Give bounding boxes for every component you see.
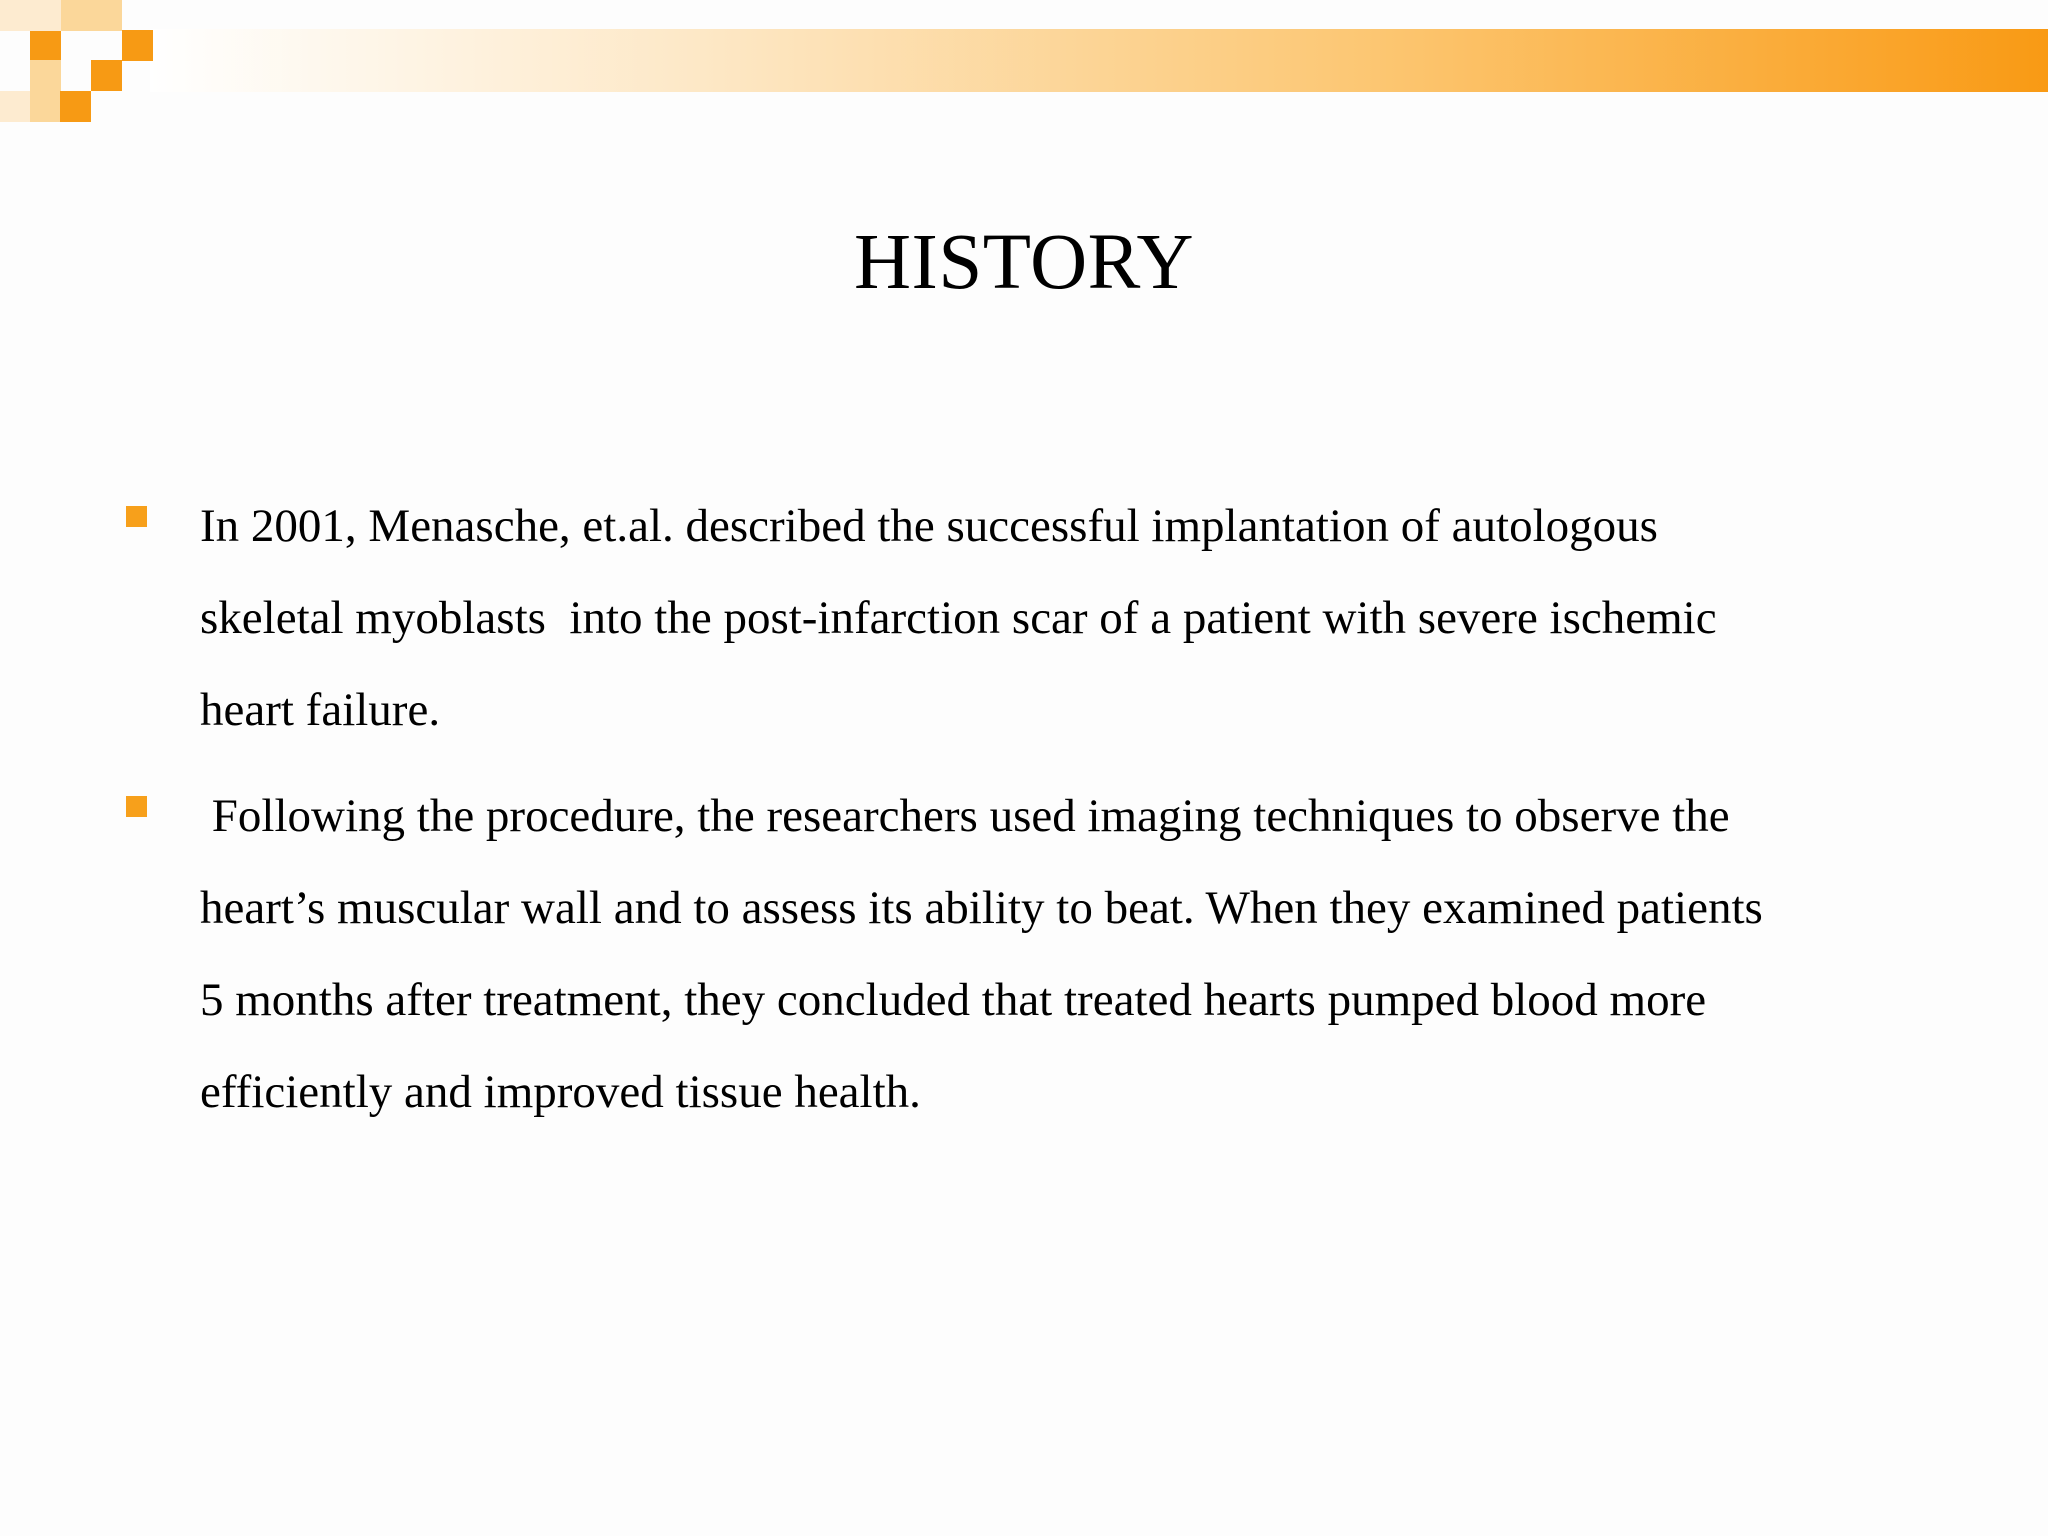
bullet-item [126, 480, 1926, 756]
bullet-line: heart failure. [200, 684, 441, 736]
decor-square [30, 91, 61, 122]
bullet-line: skeletal myoblasts into the post-infarction scar of a patient with severe ischemic [200, 592, 1717, 644]
decor-square [91, 60, 122, 91]
slide-title: HISTORY [853, 219, 1195, 306]
decor-square [122, 30, 153, 61]
decor-square [30, 30, 61, 61]
bullet-line: In 2001, Menasche, et.al. described the successful implantation of autologous [200, 500, 1658, 552]
decor-square [0, 91, 31, 122]
decor-square [30, 60, 61, 91]
decor-square [0, 0, 31, 31]
bullet-line: Following the procedure, the researchers used imaging techniques to observe the [200, 790, 1730, 842]
square-bullet-icon [126, 506, 147, 527]
header-gradient-bar [150, 29, 2048, 92]
bullet-line: efficiently and improved tissue health. [200, 1066, 921, 1118]
bullet-line: heart’s muscular wall and to assess its ability to beat. When they examined patients [200, 882, 1763, 934]
decor-square [30, 0, 61, 31]
square-bullet-icon [126, 796, 147, 817]
decor-square [60, 91, 91, 122]
bullet-list [126, 480, 1926, 1152]
bullet-item [126, 770, 1926, 1138]
decor-square [91, 0, 122, 31]
bullet-line: 5 months after treatment, they concluded that treated hearts pumped blood more [200, 974, 1707, 1026]
decor-square [60, 0, 91, 31]
